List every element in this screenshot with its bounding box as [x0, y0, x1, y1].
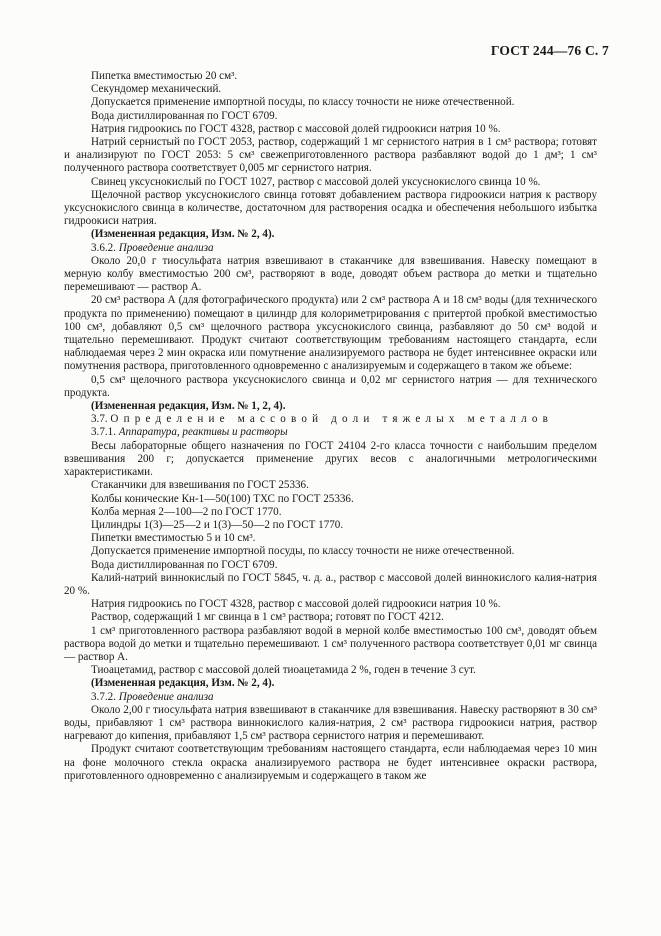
paragraph: 0,5 см³ щелочного раствора уксуснокислого свинца и 0,02 мг сернистого натрия — для технического продукта. — [64, 373, 597, 399]
paragraph: Весы лабораторные общего назначения по ГОСТ 24104 2-го класса точности с наибольшим пределом взвешивания 200 г; допускается применение других весов с аналогичными метрологическими характеристиками. — [64, 439, 597, 479]
paragraph: 1 см³ приготовленного раствора разбавляют водой в мерной колбе вместимостью 100 см³, доводят объем раствора водой до метки и тщательно перемешивают. 1 см³ полученного раствора соответствует 0,01 мг свинца — раствор А. — [64, 624, 597, 663]
paragraph: Колбы конические Кн-1—50(100) ТХС по ГОСТ 25336. — [91, 492, 354, 505]
section-number: 3.7.1. — [91, 426, 116, 439]
paragraph: Калий-натрий виннокислый по ГОСТ 5845, ч. д. а., раствор с массовой долей виннокислого калия-натрия 20 %. — [64, 571, 597, 597]
amendment-note: (Измененная редакция, Изм. № 2, 4). — [91, 677, 275, 690]
paragraph: Натрия гидроокись по ГОСТ 4328, раствор с массовой долей гидроокиси натрия 10 %. — [91, 598, 501, 611]
section-heading — [64, 426, 597, 439]
paragraph: Свинец уксуснокислый по ГОСТ 1027, раствор с массовой долей уксуснокислого свинца 10 %. — [91, 175, 541, 188]
paragraph: Стаканчики для взвешивания по ГОСТ 25336. — [91, 479, 309, 492]
section-title: Проведение анализа — [118, 241, 214, 254]
document-body — [64, 70, 597, 783]
paragraph: Секундомер механический. — [91, 83, 222, 96]
paragraph: 20 см³ раствора А (для фотографического продукта) или 2 см³ раствора А и 18 см³ воды (для технического продукта по применению) помещают в цилиндр для колориметрирования с притертой пробкой вместимостью 100 см³, добавляют 0,5 см³ щелочного раствора уксуснокислого свинца, разбавляют до 50 см³ водой и тщательно перемешивают. Продукт считают соответствующим требованиям настоящего стандарта, если наблюдаемая через 2 мин окраска или помутнение анализируемого раствора не будет интенсивнее окраски или помутнения раствора, приготовленного одновременно с анализируемым и содержащего в таком же объеме: — [64, 294, 597, 373]
section-title: Определение массовой доли тяжелых металлов — [110, 413, 554, 426]
paragraph: Продукт считают соответствующим требованиям настоящего стандарта, если наблюдаемая через 10 мин на фоне молочного стекла окраска анализируемого раствора не будет интенсивнее окраски раствора, приготовленного одновременно с анализируемым и содержащего в таком же — [64, 743, 597, 782]
paragraph: Допускается применение импортной посуды, по классу точности не ниже отечественной. — [91, 545, 515, 558]
paragraph: Колба мерная 2—100—2 по ГОСТ 1770. — [91, 505, 282, 518]
paragraph: Вода дистиллированная по ГОСТ 6709. — [91, 558, 278, 571]
paragraph: Пипетка вместимостью 20 см³. — [91, 70, 238, 82]
paragraph: Вода дистиллированная по ГОСТ 6709. — [91, 109, 278, 122]
amendment-note: (Измененная редакция, Изм. № 1, 2, 4). — [91, 400, 286, 413]
paragraph: Щелочной раствор уксуснокислого свинца готовят добавлением раствора гидроокиси натрия к раствору уксуснокислого свинца в количестве, достаточном для растворения осадка и обеспечения небольшого избытка гидроокиси натрия. — [64, 188, 597, 228]
section-title: Аппаратура, реактивы и растворы — [118, 426, 288, 439]
section-number: 3.7.2. — [91, 690, 116, 703]
section-number: 3.7. — [91, 413, 108, 426]
amendment-note: (Измененная редакция, Изм. № 2, 4). — [91, 228, 275, 241]
paragraph: Цилиндры 1(3)—25—2 и 1(3)—50—2 по ГОСТ 1770. — [91, 518, 344, 531]
paragraph: Допускается применение импортной посуды, по классу точности не ниже отечественной. — [91, 96, 515, 109]
section-title: Проведение анализа — [118, 690, 214, 703]
section-heading — [64, 242, 597, 255]
paragraph: Натрия гидроокись по ГОСТ 4328, раствор с массовой долей гидроокиси натрия 10 %. — [91, 122, 501, 135]
section-heading — [64, 691, 597, 704]
page-header: ГОСТ 244—76 С. 7 — [490, 43, 609, 58]
paragraph: Раствор, содержащий 1 мг свинца в 1 см³ раствора; готовят по ГОСТ 4212. — [91, 611, 444, 624]
paragraph: Около 2,00 г тиосульфата натрия взвешивают в стаканчике для взвешивания. Навеску растворяют в 30 см³ воды, прибавляют 1 см³ раствора виннокислого калия-натрия, 2 см³ раствора гидроокиси натрия, раствор нагревают до кипения, прибавляют 1,5 см³ раствора сернистого натрия и перемешивают. — [64, 703, 597, 743]
paragraph: Пипетки вместимостью 5 и 10 см³. — [91, 532, 256, 545]
paragraph: Тиоацетамид, раствор с массовой долей тиоацетамида 2 %, годен в течение 3 сут. — [91, 664, 476, 677]
section-number: 3.6.2. — [91, 241, 116, 254]
paragraph: Около 20,0 г тиосульфата натрия взвешивают в стаканчике для взвешивания. Навеску помещают в мерную колбу вместимостью 200 см³, растворяют в воде, доводят объем раствора до метки и тщательно перемешивают — раствор А. — [64, 254, 597, 294]
paragraph: Натрий сернистый по ГОСТ 2053, раствор, содержащий 1 мг сернистого натрия в 1 см³ раствора; готовят и анализируют по ГОСТ 2053: 5 см³ свежеприготовленного раствора разбавляют водой до 1 дм³; 1 см³ полученного раствора соответствует 0,005 мг сернистого натрия. — [64, 136, 597, 175]
section-heading — [64, 413, 597, 426]
